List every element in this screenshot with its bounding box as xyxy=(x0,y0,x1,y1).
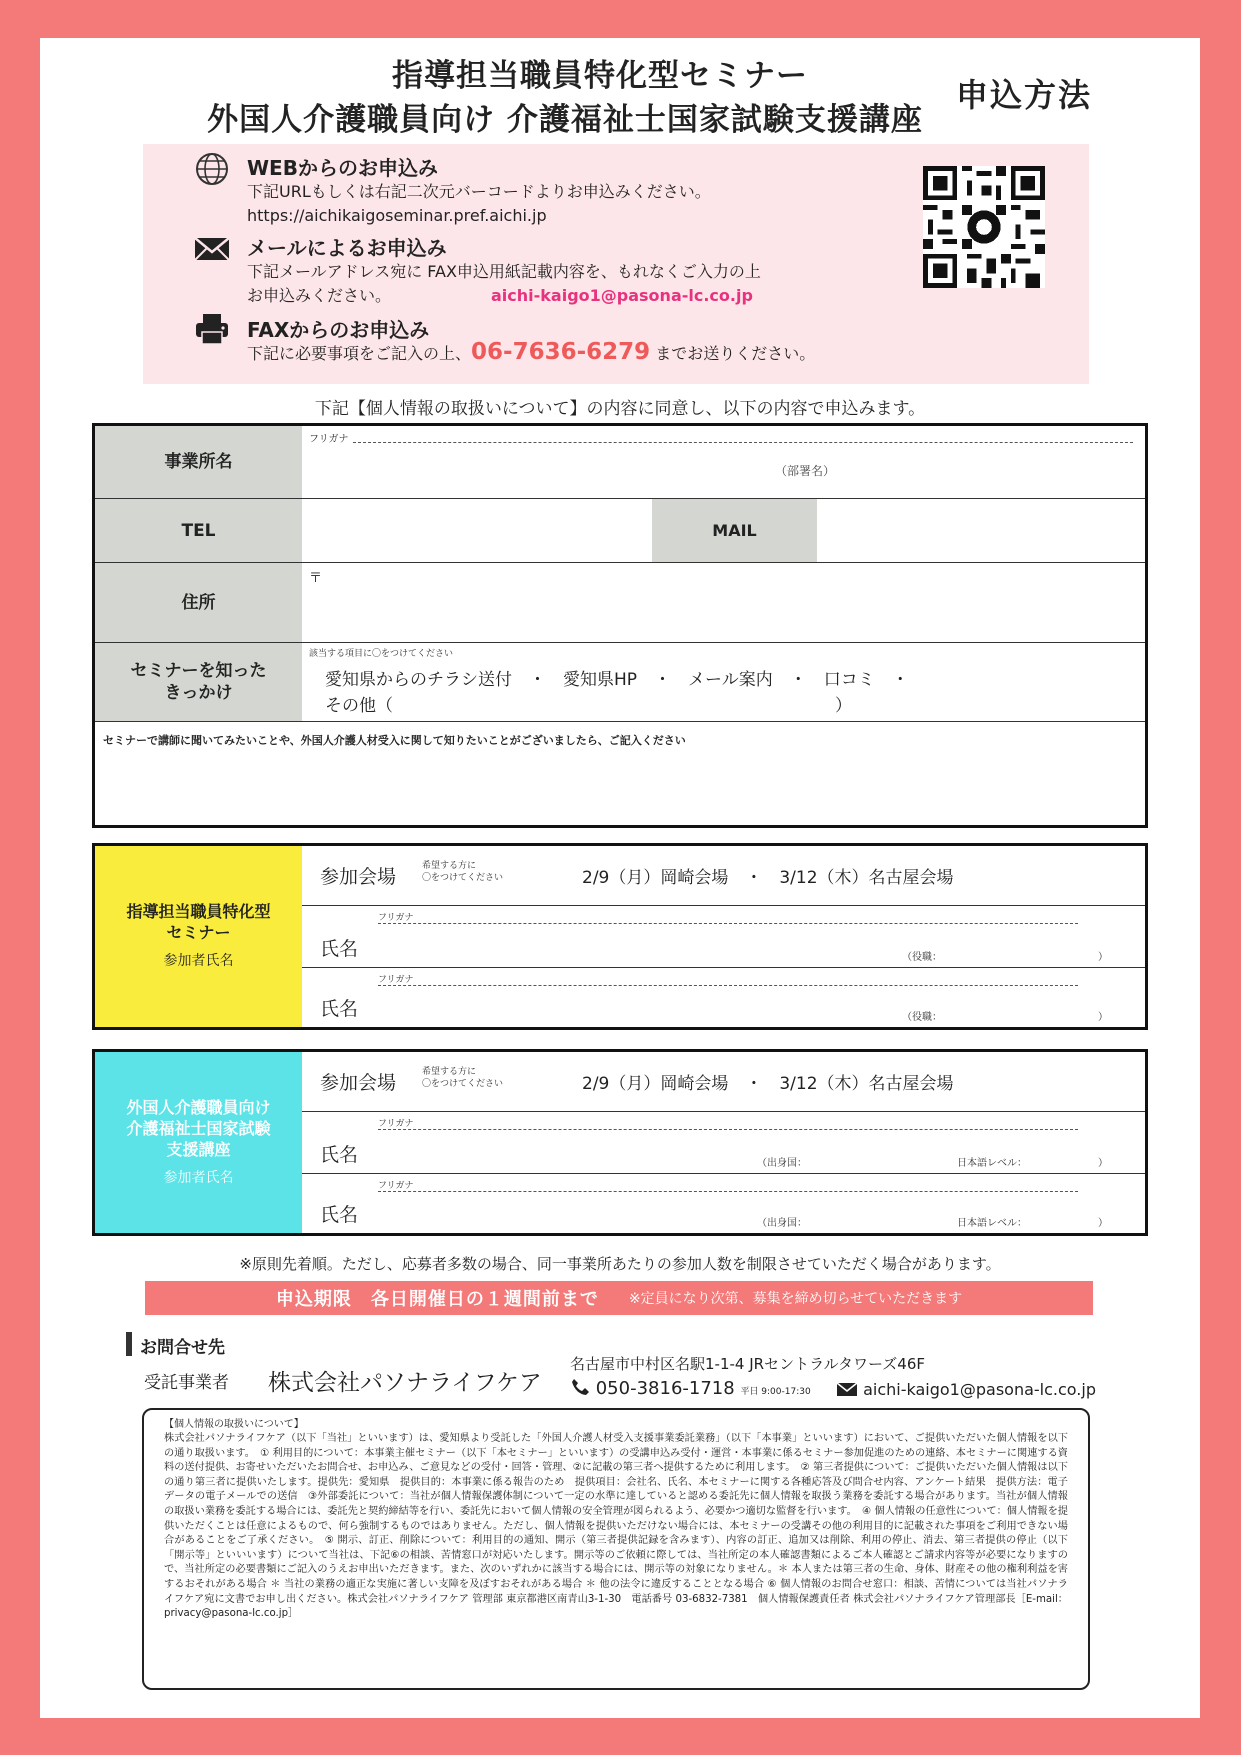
source-other[interactable]: その他（ ） xyxy=(325,696,852,716)
contractor-label: 受託事業者 xyxy=(144,1373,229,1393)
seminar1-name-field[interactable] xyxy=(372,988,892,1024)
seminar2-japanese-level: 日本語レベル： xyxy=(957,1158,1027,1169)
envelope-icon xyxy=(193,232,231,266)
web-apply-text: 下記URLもしくは右記二次元バーコードよりお申込みください。 xyxy=(247,182,711,201)
question-row xyxy=(95,722,1145,825)
seminar1-position: （役職： xyxy=(902,952,942,963)
mail-label: MAIL xyxy=(652,499,817,562)
globe-icon xyxy=(193,152,231,186)
mail-apply-heading: メールによるお申込み xyxy=(247,236,447,260)
seminar2-name-field[interactable] xyxy=(372,1132,752,1170)
seminar2-participants-table xyxy=(92,1049,1148,1236)
envelope-icon xyxy=(836,1381,858,1397)
fax-icon xyxy=(193,312,231,346)
qr-code-icon[interactable] xyxy=(923,166,1045,288)
application-sheet xyxy=(40,38,1200,1718)
seminar2-venue-label: 参加会場 xyxy=(320,1072,397,1094)
contact-tel xyxy=(570,1378,811,1399)
source-row xyxy=(95,643,1145,722)
contact-marker xyxy=(126,1332,132,1356)
deadline-sub: ※定員になり次第、募集を締め切らせていただきます xyxy=(628,1291,963,1307)
tel-mail-row xyxy=(95,499,1145,563)
consent-statement: 下記【個人情報の取扱いについて】の内容に同意し、以下の内容で申込みます。 xyxy=(314,399,926,419)
seminar2-label: 外国人介護職員向け 介護福祉士国家試験 支援講座 参加者氏名 xyxy=(95,1052,302,1233)
fax-number[interactable]: 06-7636-6279 xyxy=(471,339,651,365)
seminar1-name-label: 氏名 xyxy=(320,998,359,1020)
seminar1-venue-options[interactable]: 2/9（月）岡崎会場 ・ 3/12（木）名古屋会場 xyxy=(582,868,954,888)
mail-apply-text1: 下記メールアドレス宛に FAX申込用紙記載内容を、もれなくご入力の上 xyxy=(247,262,761,281)
furigana-divider xyxy=(353,442,1133,443)
privacy-policy-box xyxy=(142,1408,1090,1690)
fax-text-after: までお送りください。 xyxy=(650,344,816,363)
seminar2-name-row xyxy=(302,1112,1145,1174)
address-field[interactable] xyxy=(327,567,1141,639)
contact-hours: 平日 9:00-17:30 xyxy=(740,1387,811,1397)
contact-tel-number[interactable]: 050-3816-1718 xyxy=(595,1378,735,1399)
seminar1-close: ） xyxy=(1098,1012,1108,1023)
first-come-notice: ※原則先着順。ただし、応募者多数の場合、同一事業所あたりの参加人数を制限させていただく場合があります。 xyxy=(239,1255,1001,1273)
furigana-line xyxy=(378,1191,1078,1192)
seminar2-furigana: フリガナ xyxy=(378,1119,414,1129)
seminar2-furigana: フリガナ xyxy=(378,1181,414,1191)
web-apply-heading: WEBからのお申込み xyxy=(247,156,438,180)
office-name-field[interactable] xyxy=(305,444,1141,498)
deadline-banner xyxy=(145,1281,1093,1315)
seminar1-venue-note: 希望する方に 〇をつけてください xyxy=(422,861,504,883)
furigana-line xyxy=(378,1129,1078,1130)
privacy-body: 株式会社パソナライフケア（以下「当社」といいます）は、愛知県より受託した「外国人介護人材受入支援事業委託業務」（以下「本事業」といいます）において、ご提供いただいた個人情報を以下の通り取扱います。 ① 利用目的について：本事業主催セミナー（以下「本セミナー」といいます）の受講申込み受付・運営・本事業に係るセミナー参加促進のための連絡、本セミナーに関連する資料の送付提供、お寄せいただいたお問合せ、お申込み、ご意見などの受付・回答・管理、②に記載の第三者へ提供するために利用します。 ② 第三者提供について：ご提供いただいた個人情報は以下の通り第三者に提供いたします。提供先：愛知県 提供目的：本事業に係る報告のため 提供項目：会社名、氏名、本セミナーに関する各種応答及び問合せ内容、アンケート結果 提供方法：電子データの電子メールでの送信 ③外部委託について：当社が個人情報保護体制について一定の水準に達していると認める委託先に個人情報を取扱う業務を委託する場合があります。当社が個人情報の取扱い業務を委託する場合には、委託先と契約締結等を行い、委託先において個人情報の安全管理が図られるよう、必要かつ適切な監督を行います。 ④ 個人情報の任意性について：個人情報を提供いただくことは任意によるもので、何ら強制するものではありません。ただし、個人情報を提供いただけない場合には、本セミナーの受講その他の利用目的に記載された事項をご利用できない場合があることをご了承ください。 ⑤ 開示、訂正、削除について：利用目的の通知、開示（第三者提供記録を含みます）、内容の訂正、追加又は削除、利用の停止、消去、第三者提供の停止（以下「開示等」といいいます）について当社は、下記⑥の相談、苦情窓口が対応いたします。開示等のご依頼に際しては、当社所定の本人確認書類によるご本人確認とご請求内容等が必要になりますので、当社所定の必要書類にご記入のうえお申出いただきます。また、次のいずれかに該当する場合には、開示等の対象になりません。＊ 本人または第三者の生命、身体、財産その他の権利利益を害するおそれがある場合 ＊ 当社の業務の適正な実施に著しい支障を及ぼすおそれがある場合 ＊ 他の法令に違反することとなる場合 ⑥ 個人情報のお問合せ窓口：相談、苦情については当社パソナライフケア宛に文書でお申し出ください。株式会社パソナライフケア 管理部 東京都港区南青山3-1-30 電話番号 03-6832-7381 個人情報保護責任者 株式会社パソナライフケア管理部長［E-mail：privacy@pasona-lc.co.jp］ xyxy=(164,1433,1068,1620)
web-apply-url[interactable]: https://aichikaigoseminar.pref.aichi.jp xyxy=(247,206,547,225)
seminar1-venue-label: 参加会場 xyxy=(320,866,397,888)
deadline-main: 申込期限 各日開催日の１週間前まで xyxy=(275,1289,599,1310)
seminar1-name-label: 氏名 xyxy=(320,938,359,960)
phone-icon xyxy=(570,1378,590,1396)
seminar1-furigana: フリガナ xyxy=(378,975,414,985)
seminar1-participants-table xyxy=(92,843,1148,1030)
seminar1-position: （役職： xyxy=(902,1012,942,1023)
mail-apply-address[interactable]: aichi-kaigo1@pasona-lc.co.jp xyxy=(491,286,753,305)
application-form-table xyxy=(92,423,1148,828)
fax-apply-text xyxy=(247,340,815,366)
fax-apply-heading: FAXからのお申込み xyxy=(247,318,430,342)
address-row xyxy=(95,563,1145,643)
seminar2-close: ） xyxy=(1098,1218,1108,1229)
tel-label: TEL xyxy=(95,499,302,562)
source-note: 該当する項目に〇をつけてください xyxy=(309,649,454,659)
company-address: 名古屋市中村区名駅1-1-4 JRセントラルタワーズ46F xyxy=(570,1355,925,1373)
fax-text-before: 下記に必要事項をご記入の上、 xyxy=(247,344,472,363)
seminar2-venue-row xyxy=(302,1052,1145,1112)
seminar1-label: 指導担当職員特化型 セミナー 参加者氏名 xyxy=(95,846,302,1027)
seminar2-name-label: 氏名 xyxy=(320,1204,359,1226)
seminar2-country: （出身国： xyxy=(757,1218,807,1229)
office-row xyxy=(95,426,1145,499)
seminar1-name-row xyxy=(302,906,1145,968)
seminar1-close: ） xyxy=(1098,952,1108,963)
seminar2-name-field[interactable] xyxy=(372,1194,752,1230)
company-name: 株式会社パソナライフケア xyxy=(268,1370,542,1396)
tel-field[interactable] xyxy=(302,499,652,562)
seminar2-japanese-level: 日本語レベル： xyxy=(957,1218,1027,1229)
seminar2-close: ） xyxy=(1098,1158,1108,1169)
page-title-line2: 外国人介護職員向け 介護福祉士国家試験支援講座 xyxy=(207,102,923,138)
source-label: セミナーを知った きっかけ xyxy=(95,643,302,721)
seminar1-name-row xyxy=(302,968,1145,1027)
furigana-line xyxy=(378,923,1078,924)
mail-field[interactable] xyxy=(817,499,1145,562)
seminar1-name-field[interactable] xyxy=(372,926,892,964)
privacy-title: 【個人情報の取扱いについて】 xyxy=(164,1419,304,1430)
application-methods-box xyxy=(143,144,1089,384)
seminar2-country: （出身国： xyxy=(757,1158,807,1169)
office-label: 事業所名 xyxy=(95,426,302,498)
seminar1-furigana: フリガナ xyxy=(378,913,414,923)
application-method-heading: 申込方法 xyxy=(956,76,1093,114)
page-title-line1: 指導担当職員特化型セミナー xyxy=(392,58,808,94)
furigana-line xyxy=(378,985,1078,986)
postal-mark: 〒 xyxy=(309,571,323,586)
seminar1-venue-row xyxy=(302,846,1145,906)
seminar2-venue-note: 希望する方に 〇をつけてください xyxy=(422,1067,504,1089)
seminar2-name-label: 氏名 xyxy=(320,1144,359,1166)
seminar2-venue-options[interactable]: 2/9（月）岡崎会場 ・ 3/12（木）名古屋会場 xyxy=(582,1074,954,1094)
question-field[interactable] xyxy=(103,752,1139,820)
contact-mail-address[interactable]: aichi-kaigo1@pasona-lc.co.jp xyxy=(863,1380,1096,1399)
contact-mail xyxy=(836,1380,1096,1399)
source-options[interactable]: 愛知県からのチラシ送付 ・ 愛知県HP ・ メール案内 ・ 口コミ ・ xyxy=(325,670,909,690)
seminar2-name-row xyxy=(302,1174,1145,1233)
address-label: 住所 xyxy=(95,563,302,642)
question-label: セミナーで講師に聞いてみたいことや、外国人介護人材受入に関して知りたいことがございましたら、ご記入ください xyxy=(103,734,686,747)
contact-heading: お問合せ先 xyxy=(140,1338,225,1358)
mail-apply-text2: お申込みください。 xyxy=(247,286,392,305)
department-label: （部署名） xyxy=(775,464,836,478)
office-furigana: フリガナ xyxy=(309,434,349,445)
